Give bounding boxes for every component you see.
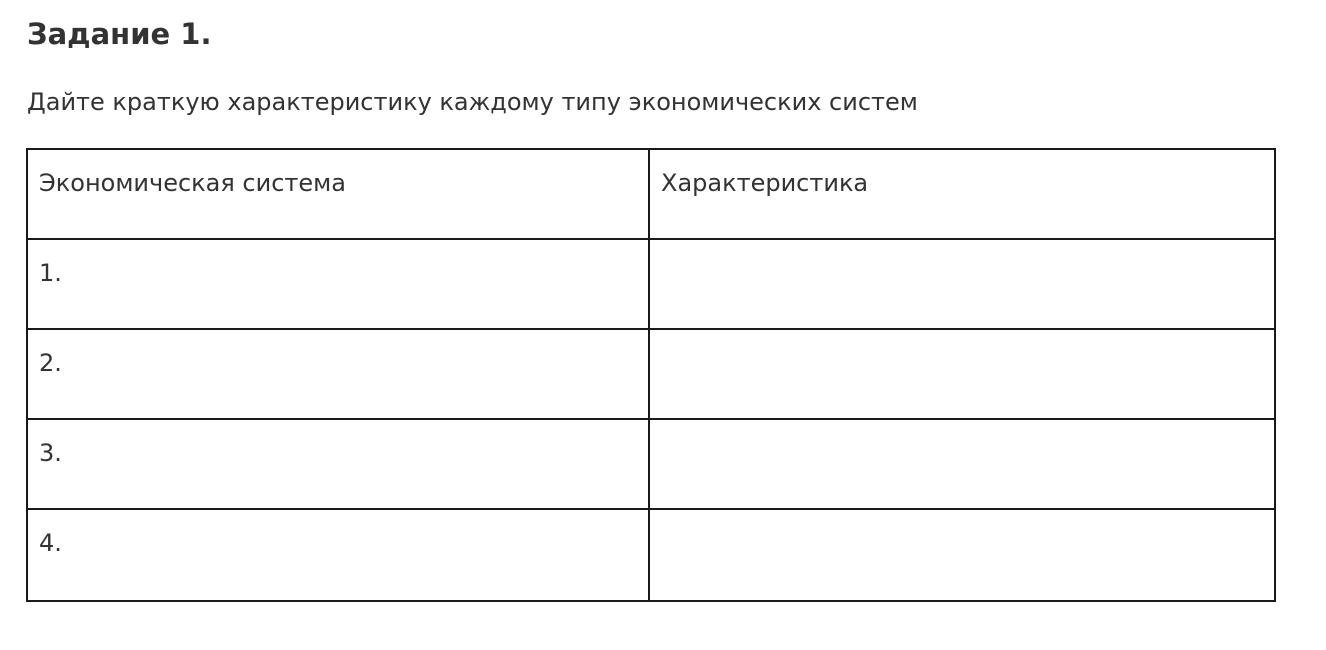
column-header-characteristic: Характеристика — [649, 149, 1275, 239]
task-instruction: Дайте краткую характеристику каждому типу экономических систем — [27, 88, 918, 116]
characteristic-cell[interactable] — [649, 419, 1275, 509]
economic-systems-table — [26, 148, 1276, 602]
system-cell: 2. — [27, 329, 649, 419]
table-header-row — [27, 149, 1275, 239]
characteristic-cell[interactable] — [649, 239, 1275, 329]
table-row — [27, 419, 1275, 509]
system-cell: 3. — [27, 419, 649, 509]
system-cell: 1. — [27, 239, 649, 329]
table-row — [27, 329, 1275, 419]
column-header-system: Экономическая система — [27, 149, 649, 239]
table-row — [27, 239, 1275, 329]
table-row — [27, 509, 1275, 601]
characteristic-cell[interactable] — [649, 329, 1275, 419]
characteristic-cell[interactable] — [649, 509, 1275, 601]
system-cell: 4. — [27, 509, 649, 601]
page-title: Задание 1. — [27, 17, 212, 51]
